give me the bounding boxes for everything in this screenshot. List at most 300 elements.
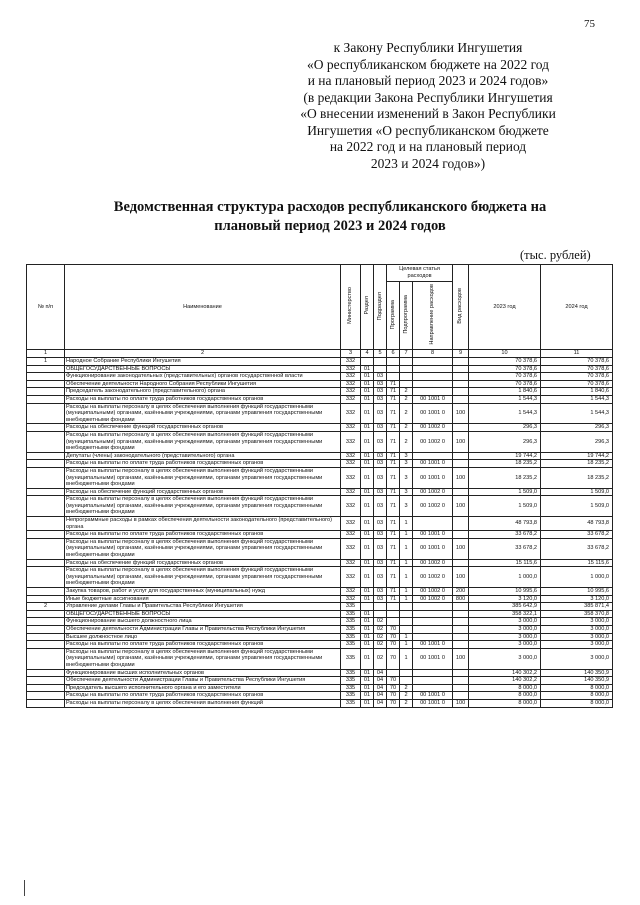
col-header-subsection: Подраздел bbox=[374, 265, 387, 350]
column-number: 9 bbox=[453, 350, 469, 358]
row-amount-2023: 8 000,0 bbox=[469, 699, 541, 707]
table-header-row bbox=[27, 265, 613, 282]
table-row bbox=[27, 567, 613, 588]
row-subsection bbox=[374, 603, 387, 611]
row-amount-2023: 8 000,0 bbox=[469, 692, 541, 700]
row-amount-2023: 33 678,2 bbox=[469, 538, 541, 559]
row-subsection: 03 bbox=[374, 496, 387, 517]
row-section: 01 bbox=[361, 625, 374, 633]
row-program: 70 bbox=[387, 648, 400, 669]
row-direction: 00 1001 0 bbox=[413, 648, 453, 669]
row-program: 71 bbox=[387, 460, 400, 468]
row-subsection bbox=[374, 365, 387, 373]
row-subsection: 02 bbox=[374, 633, 387, 641]
table-row bbox=[27, 648, 613, 669]
row-exp-type: 100 bbox=[453, 467, 469, 488]
row-ministry: 332 bbox=[341, 467, 361, 488]
row-ministry: 335 bbox=[341, 641, 361, 649]
row-name: Иные бюджетные ассигнования bbox=[65, 595, 341, 603]
column-number: 2 bbox=[65, 350, 341, 358]
row-direction bbox=[413, 388, 453, 396]
row-subprogram: 2 bbox=[400, 431, 413, 452]
row-amount-2024: 1 509,0 bbox=[541, 488, 613, 496]
row-subsection: 03 bbox=[374, 538, 387, 559]
row-subsection: 03 bbox=[374, 380, 387, 388]
row-ministry: 332 bbox=[341, 380, 361, 388]
row-ministry: 332 bbox=[341, 488, 361, 496]
row-name: Закупка товаров, работ и услуг для государственных (муниципальных) нужд bbox=[65, 588, 341, 596]
table-row bbox=[27, 692, 613, 700]
row-direction: 00 1001 0 bbox=[413, 403, 453, 424]
row-name: Расходы на выплаты по оплате труда работников государственных органов bbox=[65, 641, 341, 649]
row-direction: 00 1002 0 bbox=[413, 595, 453, 603]
table-row bbox=[27, 365, 613, 373]
row-program: 71 bbox=[387, 538, 400, 559]
row-program: 71 bbox=[387, 517, 400, 531]
row-direction: 00 1001 0 bbox=[413, 538, 453, 559]
table-row bbox=[27, 588, 613, 596]
document-title bbox=[60, 198, 600, 236]
row-name: Расходы на выплаты персоналу в целях обеспечения выполнения функций государственными (муниципальными) органами, казёнными учреждениями, органами управления государственными внебюджетными фондами bbox=[65, 467, 341, 488]
row-amount-2024: 70 378,6 bbox=[541, 365, 613, 373]
row-section: 01 bbox=[361, 460, 374, 468]
row-number bbox=[27, 380, 65, 388]
table-row bbox=[27, 641, 613, 649]
row-amount-2023: 1 840,6 bbox=[469, 388, 541, 396]
row-subprogram: 2 bbox=[400, 684, 413, 692]
row-number bbox=[27, 669, 65, 677]
table-row bbox=[27, 559, 613, 567]
col-header-subprogram: Подпрограмма bbox=[400, 282, 413, 350]
row-subsection: 04 bbox=[374, 684, 387, 692]
row-amount-2023: 18 235,2 bbox=[469, 467, 541, 488]
table-row bbox=[27, 618, 613, 626]
col-header-num: № п/п bbox=[27, 265, 65, 350]
row-name: Расходы на выплаты по оплате труда работников государственных органов bbox=[65, 692, 341, 700]
row-subprogram bbox=[400, 380, 413, 388]
row-subprogram: 3 bbox=[400, 460, 413, 468]
row-subprogram: 1 bbox=[400, 588, 413, 596]
row-direction: 00 1002 0 bbox=[413, 567, 453, 588]
row-amount-2024: 140 350,9 bbox=[541, 669, 613, 677]
row-subsection: 03 bbox=[374, 373, 387, 381]
row-ministry: 332 bbox=[341, 365, 361, 373]
row-ministry: 332 bbox=[341, 452, 361, 460]
row-amount-2024: 296,3 bbox=[541, 424, 613, 432]
row-amount-2024: 70 378,6 bbox=[541, 380, 613, 388]
row-name: Расходы на выплаты персоналу в целях обеспечения выполнения функций государственными (муниципальными) органами, казёнными учреждениями, органами управления государственными внебюджетными фондами bbox=[65, 648, 341, 669]
row-exp-type: 100 bbox=[453, 538, 469, 559]
row-name: Председатель законодательного (представительного) органа bbox=[65, 388, 341, 396]
row-subprogram bbox=[400, 603, 413, 611]
row-amount-2023: 3 000,0 bbox=[469, 633, 541, 641]
row-amount-2023: 3 120,0 bbox=[469, 595, 541, 603]
row-name: Расходы на обеспечение функций государственных органов bbox=[65, 424, 341, 432]
row-exp-type: 100 bbox=[453, 567, 469, 588]
row-ministry: 332 bbox=[341, 431, 361, 452]
row-subprogram: 1 bbox=[400, 648, 413, 669]
table-row bbox=[27, 424, 613, 432]
row-name: Расходы на выплаты по оплате труда работников государственных органов bbox=[65, 531, 341, 539]
row-direction bbox=[413, 365, 453, 373]
header-line: на 2022 год и на плановый период bbox=[329, 139, 527, 154]
row-amount-2023: 3 000,0 bbox=[469, 641, 541, 649]
row-amount-2023: 10 995,6 bbox=[469, 588, 541, 596]
row-direction: 00 1001 0 bbox=[413, 699, 453, 707]
row-amount-2023: 70 378,6 bbox=[469, 380, 541, 388]
col-header-name: Наименование bbox=[65, 265, 341, 350]
row-number bbox=[27, 648, 65, 669]
row-section: 01 bbox=[361, 365, 374, 373]
row-exp-type bbox=[453, 517, 469, 531]
row-direction: 00 1002 0 bbox=[413, 431, 453, 452]
row-number bbox=[27, 517, 65, 531]
row-subsection: 02 bbox=[374, 625, 387, 633]
row-program bbox=[387, 669, 400, 677]
row-amount-2023: 48 793,8 bbox=[469, 517, 541, 531]
row-section: 01 bbox=[361, 431, 374, 452]
col-header-2023: 2023 год bbox=[469, 265, 541, 350]
row-ministry: 335 bbox=[341, 618, 361, 626]
row-subprogram: 1 bbox=[400, 517, 413, 531]
row-amount-2024: 1 000,0 bbox=[541, 567, 613, 588]
row-direction bbox=[413, 610, 453, 618]
col-header-target-group: Целевая статья расходов bbox=[387, 265, 453, 282]
row-section: 01 bbox=[361, 699, 374, 707]
row-number bbox=[27, 395, 65, 403]
row-amount-2023: 3 000,0 bbox=[469, 648, 541, 669]
table-row bbox=[27, 452, 613, 460]
row-name: Расходы на выплаты персоналу в целях обеспечения выполнения функций государственными (муниципальными) органами, казёнными учреждениями, органами управления государственными внебюджетными фондами bbox=[65, 567, 341, 588]
table-row bbox=[27, 603, 613, 611]
row-number bbox=[27, 496, 65, 517]
row-ministry: 332 bbox=[341, 373, 361, 381]
row-subprogram bbox=[400, 625, 413, 633]
column-number: 7 bbox=[400, 350, 413, 358]
row-subprogram: 1 bbox=[400, 633, 413, 641]
row-amount-2024: 358 370,8 bbox=[541, 610, 613, 618]
margin-mark bbox=[24, 880, 43, 896]
column-number: 10 bbox=[469, 350, 541, 358]
row-section: 01 bbox=[361, 488, 374, 496]
row-subprogram: 1 bbox=[400, 567, 413, 588]
row-number bbox=[27, 403, 65, 424]
row-amount-2024: 3 000,0 bbox=[541, 633, 613, 641]
row-exp-type bbox=[453, 380, 469, 388]
row-direction bbox=[413, 677, 453, 685]
row-subsection: 04 bbox=[374, 692, 387, 700]
row-amount-2023: 70 378,6 bbox=[469, 373, 541, 381]
row-subprogram: 2 bbox=[400, 403, 413, 424]
row-subsection: 02 bbox=[374, 641, 387, 649]
row-ministry: 335 bbox=[341, 603, 361, 611]
row-amount-2024: 8 000,0 bbox=[541, 692, 613, 700]
row-subsection: 03 bbox=[374, 531, 387, 539]
row-number bbox=[27, 684, 65, 692]
row-amount-2024: 33 678,2 bbox=[541, 538, 613, 559]
col-header-program: Программа bbox=[387, 282, 400, 350]
row-amount-2023: 18 235,2 bbox=[469, 460, 541, 468]
row-program: 70 bbox=[387, 677, 400, 685]
row-program: 70 bbox=[387, 692, 400, 700]
row-number bbox=[27, 595, 65, 603]
row-subsection: 03 bbox=[374, 403, 387, 424]
row-program: 70 bbox=[387, 699, 400, 707]
title-line: Ведомственная структура расходов республиканского бюджета на bbox=[113, 199, 547, 215]
row-subsection: 03 bbox=[374, 567, 387, 588]
row-exp-type: 800 bbox=[453, 595, 469, 603]
row-amount-2024: 385 871,4 bbox=[541, 603, 613, 611]
row-subprogram: 3 bbox=[400, 467, 413, 488]
row-amount-2023: 296,3 bbox=[469, 424, 541, 432]
row-exp-type bbox=[453, 365, 469, 373]
row-ministry: 332 bbox=[341, 358, 361, 366]
row-direction bbox=[413, 373, 453, 381]
row-amount-2023: 1 000,0 bbox=[469, 567, 541, 588]
row-direction: 00 1001 0 bbox=[413, 460, 453, 468]
table-row bbox=[27, 684, 613, 692]
row-exp-type bbox=[453, 452, 469, 460]
row-program: 71 bbox=[387, 395, 400, 403]
table-row bbox=[27, 460, 613, 468]
row-direction bbox=[413, 625, 453, 633]
row-direction bbox=[413, 633, 453, 641]
row-exp-type: 200 bbox=[453, 588, 469, 596]
row-program bbox=[387, 365, 400, 373]
row-number bbox=[27, 467, 65, 488]
table-row bbox=[27, 677, 613, 685]
row-ministry: 335 bbox=[341, 610, 361, 618]
row-amount-2023: 358 322,1 bbox=[469, 610, 541, 618]
row-ministry: 335 bbox=[341, 699, 361, 707]
table-row bbox=[27, 669, 613, 677]
row-number bbox=[27, 538, 65, 559]
row-section: 01 bbox=[361, 692, 374, 700]
row-name: Управление делами Главы и Правительства Республики Ингушетия bbox=[65, 603, 341, 611]
row-exp-type bbox=[453, 625, 469, 633]
row-subsection bbox=[374, 610, 387, 618]
row-name: Функционирование высших исполнительных органов bbox=[65, 669, 341, 677]
row-program: 71 bbox=[387, 531, 400, 539]
row-subsection: 03 bbox=[374, 395, 387, 403]
row-direction bbox=[413, 618, 453, 626]
row-subsection: 04 bbox=[374, 699, 387, 707]
row-program: 71 bbox=[387, 595, 400, 603]
row-subsection: 03 bbox=[374, 517, 387, 531]
column-number-row bbox=[27, 350, 613, 358]
row-section: 01 bbox=[361, 388, 374, 396]
row-amount-2023: 70 378,6 bbox=[469, 365, 541, 373]
row-amount-2023: 19 744,2 bbox=[469, 452, 541, 460]
row-exp-type bbox=[453, 684, 469, 692]
row-program: 71 bbox=[387, 567, 400, 588]
row-ministry: 335 bbox=[341, 625, 361, 633]
row-amount-2023: 1 544,3 bbox=[469, 395, 541, 403]
row-exp-type bbox=[453, 692, 469, 700]
row-amount-2024: 48 793,8 bbox=[541, 517, 613, 531]
row-amount-2024: 10 995,6 bbox=[541, 588, 613, 596]
header-line: «О республиканском бюджете на 2022 год bbox=[306, 56, 550, 72]
row-subprogram: 1 bbox=[400, 538, 413, 559]
row-amount-2024: 3 000,0 bbox=[541, 648, 613, 669]
row-name: Расходы на выплаты персоналу в целях обеспечения выполнения функций государственными (муниципальными) органами, казёнными учреждениями, органами управления государственными внебюджетными фондами bbox=[65, 431, 341, 452]
row-ministry: 332 bbox=[341, 595, 361, 603]
row-subprogram bbox=[400, 618, 413, 626]
row-exp-type: 100 bbox=[453, 496, 469, 517]
row-subsection: 03 bbox=[374, 424, 387, 432]
row-number bbox=[27, 625, 65, 633]
row-exp-type: 100 bbox=[453, 699, 469, 707]
row-number bbox=[27, 567, 65, 588]
column-number: 6 bbox=[387, 350, 400, 358]
row-program: 71 bbox=[387, 431, 400, 452]
row-amount-2024: 296,3 bbox=[541, 431, 613, 452]
row-subprogram bbox=[400, 669, 413, 677]
row-exp-type bbox=[453, 373, 469, 381]
row-name: Функционирование высшего должностного лица bbox=[65, 618, 341, 626]
page-number: 75 bbox=[584, 18, 595, 30]
row-number bbox=[27, 365, 65, 373]
row-program bbox=[387, 618, 400, 626]
row-subprogram: 1 bbox=[400, 595, 413, 603]
header-line: Ингушетия «О республиканском бюджете bbox=[307, 122, 549, 138]
row-subsection: 03 bbox=[374, 595, 387, 603]
row-program: 71 bbox=[387, 488, 400, 496]
row-subsection: 02 bbox=[374, 648, 387, 669]
row-number bbox=[27, 488, 65, 496]
row-ministry: 332 bbox=[341, 531, 361, 539]
row-subsection: 03 bbox=[374, 460, 387, 468]
row-section: 01 bbox=[361, 618, 374, 626]
row-direction: 00 1002 0 bbox=[413, 424, 453, 432]
col-header-direction: Направление расходов bbox=[413, 282, 453, 350]
row-subprogram: 1 bbox=[400, 641, 413, 649]
row-amount-2024: 33 678,2 bbox=[541, 531, 613, 539]
table-row bbox=[27, 380, 613, 388]
row-program: 70 bbox=[387, 633, 400, 641]
row-amount-2023: 8 000,0 bbox=[469, 684, 541, 692]
row-exp-type bbox=[453, 618, 469, 626]
row-program bbox=[387, 358, 400, 366]
row-program bbox=[387, 610, 400, 618]
row-direction bbox=[413, 380, 453, 388]
row-amount-2023: 140 302,2 bbox=[469, 669, 541, 677]
row-ministry: 335 bbox=[341, 669, 361, 677]
table-row bbox=[27, 467, 613, 488]
row-direction bbox=[413, 452, 453, 460]
row-ministry: 332 bbox=[341, 567, 361, 588]
row-number bbox=[27, 641, 65, 649]
row-section bbox=[361, 603, 374, 611]
table-row bbox=[27, 595, 613, 603]
row-section: 01 bbox=[361, 559, 374, 567]
row-number bbox=[27, 618, 65, 626]
row-number bbox=[27, 531, 65, 539]
row-ministry: 332 bbox=[341, 517, 361, 531]
row-section: 01 bbox=[361, 633, 374, 641]
row-subprogram: 2 bbox=[400, 395, 413, 403]
row-exp-type bbox=[453, 641, 469, 649]
row-ministry: 332 bbox=[341, 538, 361, 559]
row-number: 2 bbox=[27, 603, 65, 611]
row-section: 01 bbox=[361, 517, 374, 531]
row-name: Обеспечение деятельности Администрации Главы и Правительства Республики Ингушетия bbox=[65, 677, 341, 685]
row-amount-2023: 140 302,2 bbox=[469, 677, 541, 685]
row-name: Расходы на выплаты персоналу в целях обеспечения выполнения функций государственными (муниципальными) органами, казёнными учреждениями, органами управления государственными внебюджетными фондами bbox=[65, 496, 341, 517]
row-name: ОБЩЕГОСУДАРСТВЕННЫЕ ВОПРОСЫ bbox=[65, 610, 341, 618]
row-subsection: 04 bbox=[374, 677, 387, 685]
row-amount-2024: 19 744,2 bbox=[541, 452, 613, 460]
row-direction bbox=[413, 603, 453, 611]
row-amount-2024: 8 000,0 bbox=[541, 699, 613, 707]
row-ministry: 335 bbox=[341, 684, 361, 692]
table-row bbox=[27, 403, 613, 424]
row-number bbox=[27, 610, 65, 618]
row-program: 71 bbox=[387, 424, 400, 432]
row-subprogram: 3 bbox=[400, 496, 413, 517]
row-direction: 00 1002 0 bbox=[413, 488, 453, 496]
row-program bbox=[387, 373, 400, 381]
row-program bbox=[387, 603, 400, 611]
row-direction bbox=[413, 358, 453, 366]
col-header-section: Раздел bbox=[361, 265, 374, 350]
row-ministry: 332 bbox=[341, 403, 361, 424]
row-subprogram: 1 bbox=[400, 559, 413, 567]
row-exp-type: 100 bbox=[453, 403, 469, 424]
row-number bbox=[27, 388, 65, 396]
row-direction: 00 1001 0 bbox=[413, 692, 453, 700]
row-exp-type: 100 bbox=[453, 648, 469, 669]
row-direction bbox=[413, 669, 453, 677]
table-row bbox=[27, 699, 613, 707]
row-subprogram: 2 bbox=[400, 424, 413, 432]
row-subprogram: 2 bbox=[400, 699, 413, 707]
row-name: Расходы на выплаты по оплате труда работников государственных органов bbox=[65, 395, 341, 403]
row-subsection: 02 bbox=[374, 618, 387, 626]
row-subsection: 03 bbox=[374, 452, 387, 460]
row-subprogram bbox=[400, 358, 413, 366]
row-amount-2023: 385 642,9 bbox=[469, 603, 541, 611]
row-ministry: 335 bbox=[341, 677, 361, 685]
row-program: 71 bbox=[387, 559, 400, 567]
row-section: 01 bbox=[361, 648, 374, 669]
row-name: Расходы на обеспечение функций государственных органов bbox=[65, 559, 341, 567]
table-row bbox=[27, 633, 613, 641]
units-label: (тыс. рублей) bbox=[520, 248, 591, 262]
row-subsection: 03 bbox=[374, 588, 387, 596]
row-exp-type bbox=[453, 395, 469, 403]
row-amount-2024: 1 544,3 bbox=[541, 395, 613, 403]
row-name: Обеспечение деятельности Народного Собрания Республики Ингушетия bbox=[65, 380, 341, 388]
header-line: и на плановый период 2023 и 2024 годов» bbox=[307, 73, 549, 88]
row-subsection: 03 bbox=[374, 431, 387, 452]
row-number bbox=[27, 677, 65, 685]
row-ministry: 335 bbox=[341, 648, 361, 669]
table-row bbox=[27, 488, 613, 496]
row-name: ОБЩЕГОСУДАРСТВЕННЫЕ ВОПРОСЫ bbox=[65, 365, 341, 373]
row-amount-2023: 1 544,3 bbox=[469, 403, 541, 424]
row-amount-2024: 15 115,6 bbox=[541, 559, 613, 567]
row-subprogram bbox=[400, 610, 413, 618]
row-name: Высшее должностное лицо bbox=[65, 633, 341, 641]
row-subsection: 03 bbox=[374, 467, 387, 488]
row-amount-2024: 8 000,0 bbox=[541, 684, 613, 692]
row-section: 01 bbox=[361, 496, 374, 517]
header-line: 2023 и 2024 годов») bbox=[370, 155, 486, 171]
row-number: 1 bbox=[27, 358, 65, 366]
row-section: 01 bbox=[361, 677, 374, 685]
row-exp-type bbox=[453, 669, 469, 677]
